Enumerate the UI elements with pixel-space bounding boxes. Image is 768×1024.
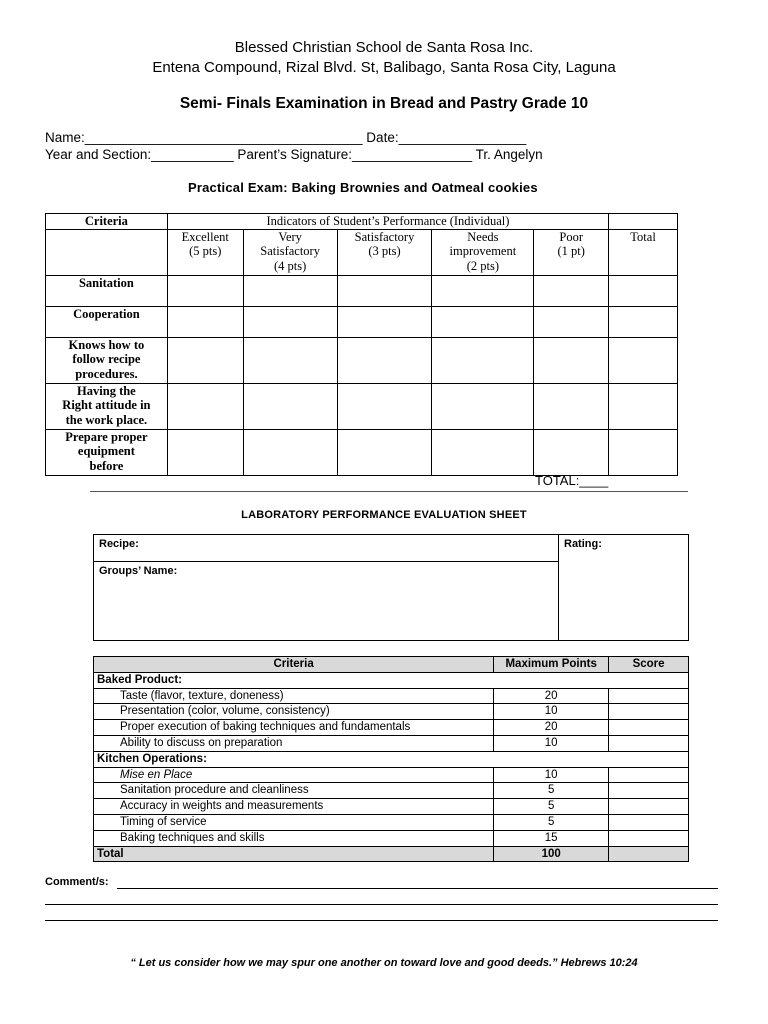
recipe-label: Recipe: bbox=[99, 538, 139, 550]
criteria-points: 20 bbox=[494, 720, 609, 736]
score-cell[interactable] bbox=[609, 814, 689, 830]
criteria-item: Sanitation procedure and cleanliness bbox=[94, 783, 494, 799]
rubric-score-cell[interactable] bbox=[337, 383, 432, 429]
rating-label: Rating: bbox=[564, 538, 602, 550]
rubric-score-cell[interactable] bbox=[337, 306, 432, 337]
rubric-score-cell[interactable] bbox=[167, 337, 243, 383]
rubric-score-cell[interactable] bbox=[432, 383, 534, 429]
criteria-points: 5 bbox=[494, 783, 609, 799]
rubric-score-cell[interactable] bbox=[609, 306, 678, 337]
rubric-score-cell[interactable] bbox=[337, 337, 432, 383]
max-points-header: Maximum Points bbox=[494, 657, 609, 673]
rubric-indicators-header: Indicators of Student’s Performance (Individual) bbox=[167, 214, 608, 230]
rubric-score-cell[interactable] bbox=[167, 429, 243, 475]
groups-name-label: Groups’ Name: bbox=[99, 565, 178, 577]
rubric-score-cell[interactable] bbox=[337, 275, 432, 306]
exam-title: Semi- Finals Examination in Bread and Pastry Grade 10 bbox=[179, 95, 589, 112]
comments-label: Comment/s: bbox=[45, 876, 109, 888]
total-label: Total bbox=[94, 846, 494, 862]
total-score-cell[interactable] bbox=[609, 846, 689, 862]
rubric-score-cell[interactable] bbox=[432, 429, 534, 475]
rubric-score-cell[interactable] bbox=[243, 429, 337, 475]
rubric-blank-header bbox=[609, 214, 678, 230]
criteria-points: 10 bbox=[494, 767, 609, 783]
criteria-item: Ability to discuss on preparation bbox=[94, 735, 494, 751]
rubric-row-recipe-procedures: Knows how to follow recipe procedures. bbox=[46, 337, 168, 383]
total-points: 100 bbox=[494, 846, 609, 862]
score-cell[interactable] bbox=[609, 783, 689, 799]
rubric-score-cell[interactable] bbox=[432, 275, 534, 306]
section-kitchen-operations: Kitchen Operations: bbox=[94, 751, 689, 767]
score-header: Score bbox=[609, 657, 689, 673]
criteria-item: Proper execution of baking techniques and fundamentals bbox=[94, 720, 494, 736]
rubric-score-cell[interactable] bbox=[534, 383, 609, 429]
rubric-col-total: Total bbox=[609, 229, 678, 275]
school-name: Blessed Christian School de Santa Rosa Inc. bbox=[234, 39, 534, 56]
rubric-score-cell[interactable] bbox=[167, 275, 243, 306]
criteria-points: 5 bbox=[494, 799, 609, 815]
rubric-score-cell[interactable] bbox=[609, 429, 678, 475]
rubric-col-satisfactory: Satisfactory (3 pts) bbox=[337, 229, 432, 275]
score-cell[interactable] bbox=[609, 767, 689, 783]
criteria-header: Criteria bbox=[94, 657, 494, 673]
comment-line[interactable] bbox=[45, 904, 718, 905]
rubric-score-cell[interactable] bbox=[243, 306, 337, 337]
recipe-divider bbox=[94, 561, 558, 562]
rubric-col-excellent: Excellent (5 pts) bbox=[167, 229, 243, 275]
practical-exam-title: Practical Exam: Baking Brownies and Oatmeal cookies bbox=[188, 180, 538, 195]
criteria-item: Taste (flavor, texture, doneness) bbox=[94, 688, 494, 704]
criteria-item: Accuracy in weights and measurements bbox=[94, 799, 494, 815]
rubric-score-cell[interactable] bbox=[534, 429, 609, 475]
criteria-points: 10 bbox=[494, 704, 609, 720]
criteria-table bbox=[93, 656, 689, 862]
rubric-col-very-satisfactory: Very Satisfactory (4 pts) bbox=[243, 229, 337, 275]
score-cell[interactable] bbox=[609, 830, 689, 846]
section-divider bbox=[90, 491, 688, 492]
recipe-box bbox=[93, 534, 689, 641]
lab-sheet-title: LABORATORY PERFORMANCE EVALUATION SHEET bbox=[241, 509, 527, 521]
section-baked-product: Baked Product: bbox=[94, 672, 689, 688]
bible-verse: “ Let us consider how we may spur one another on toward love and good deeds.” Hebrews 10:24 bbox=[130, 957, 638, 969]
rubric-score-cell[interactable] bbox=[167, 306, 243, 337]
criteria-points: 5 bbox=[494, 814, 609, 830]
rubric-criteria-header: Criteria bbox=[46, 214, 168, 230]
criteria-points: 10 bbox=[494, 735, 609, 751]
score-cell[interactable] bbox=[609, 704, 689, 720]
rubric-total-line[interactable]: TOTAL:____ bbox=[535, 473, 609, 488]
name-date-line[interactable]: Name:_____________________________________ Date:_________________ bbox=[45, 130, 527, 145]
rubric-score-cell[interactable] bbox=[243, 383, 337, 429]
score-cell[interactable] bbox=[609, 720, 689, 736]
rubric-score-cell[interactable] bbox=[243, 275, 337, 306]
rubric-score-cell[interactable] bbox=[609, 383, 678, 429]
rubric-row-sanitation: Sanitation bbox=[46, 275, 168, 306]
rubric-score-cell[interactable] bbox=[609, 337, 678, 383]
rubric-col-needs-improvement: Needs improvement (2 pts) bbox=[432, 229, 534, 275]
rubric-col-poor: Poor (1 pt) bbox=[534, 229, 609, 275]
score-cell[interactable] bbox=[609, 735, 689, 751]
rubric-row-cooperation: Cooperation bbox=[46, 306, 168, 337]
rubric-score-cell[interactable] bbox=[432, 306, 534, 337]
school-address: Entena Compound, Rizal Blvd. St, Balibago, Santa Rosa City, Laguna bbox=[152, 59, 616, 76]
criteria-points: 20 bbox=[494, 688, 609, 704]
rubric-score-cell[interactable] bbox=[432, 337, 534, 383]
criteria-item: Mise en Place bbox=[94, 767, 494, 783]
criteria-item: Presentation (color, volume, consistency) bbox=[94, 704, 494, 720]
recipe-groups-area[interactable] bbox=[94, 535, 559, 640]
criteria-item: Baking techniques and skills bbox=[94, 830, 494, 846]
rubric-score-cell[interactable] bbox=[534, 275, 609, 306]
criteria-item: Timing of service bbox=[94, 814, 494, 830]
rubric-row-prepare-equipment: Prepare proper equipment before bbox=[46, 429, 168, 475]
rubric-score-cell[interactable] bbox=[534, 306, 609, 337]
rubric-score-cell[interactable] bbox=[243, 337, 337, 383]
score-cell[interactable] bbox=[609, 799, 689, 815]
comment-line[interactable] bbox=[45, 920, 718, 921]
section-signature-line[interactable]: Year and Section:___________ Parent’s Signature:________________ Tr. Angelyn bbox=[45, 147, 543, 162]
rubric-score-cell[interactable] bbox=[534, 337, 609, 383]
rubric-blank-cell bbox=[46, 229, 168, 275]
rubric-table bbox=[45, 213, 678, 476]
rubric-score-cell[interactable] bbox=[167, 383, 243, 429]
rubric-row-right-attitude: Having the Right attitude in the work place. bbox=[46, 383, 168, 429]
rubric-score-cell[interactable] bbox=[337, 429, 432, 475]
comment-line[interactable] bbox=[117, 888, 718, 889]
rubric-score-cell[interactable] bbox=[609, 275, 678, 306]
criteria-points: 15 bbox=[494, 830, 609, 846]
score-cell[interactable] bbox=[609, 688, 689, 704]
